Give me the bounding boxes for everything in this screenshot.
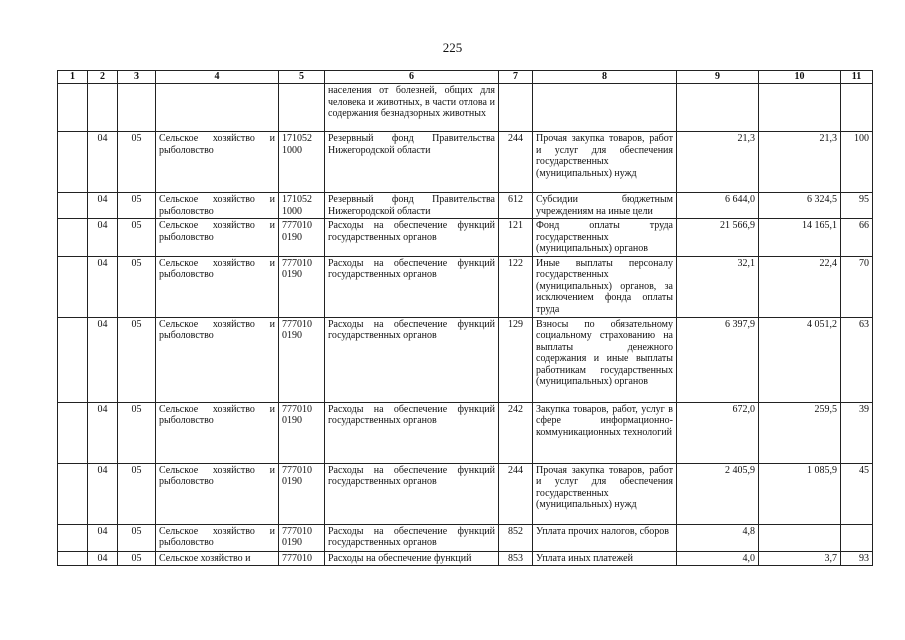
table-row xyxy=(58,317,873,402)
expense-type-code-cell: 242 xyxy=(499,402,533,463)
empty-cell xyxy=(156,84,279,132)
column-header: 10 xyxy=(759,71,841,84)
section-code-cell: 04 xyxy=(88,132,118,193)
expense-type-name-cell: Уплата прочих налогов, сборов xyxy=(533,524,677,551)
table-row xyxy=(58,219,873,257)
subsection-code-cell: 05 xyxy=(118,219,156,257)
expense-type-code-cell: 129 xyxy=(499,317,533,402)
row-number-cell xyxy=(58,524,88,551)
section-code-cell: 04 xyxy=(88,256,118,317)
section-code-cell: 04 xyxy=(88,317,118,402)
row-number-cell xyxy=(58,402,88,463)
subsection-code-cell: 05 xyxy=(118,132,156,193)
section-name-cell: Сельское хозяйство и рыболовство xyxy=(156,463,279,524)
section-code-cell: 04 xyxy=(88,193,118,219)
subsection-code-cell: 05 xyxy=(118,463,156,524)
planned-amount-cell: 32,1 xyxy=(677,256,759,317)
article-name-cell: Резервный фонд Правительства Нижегородской области xyxy=(325,193,499,219)
header-row xyxy=(58,71,873,84)
target-article-cell: 777010 0190 xyxy=(279,219,325,257)
expense-type-name-cell: Прочая закупка товаров, работ и услуг для обеспечения государственных (муниципальных) нужд xyxy=(533,132,677,193)
expense-type-name-cell: Закупка товаров, работ, услуг в сфере информационно-коммуникационных технологий xyxy=(533,402,677,463)
subsection-code-cell: 05 xyxy=(118,524,156,551)
table-row xyxy=(58,84,873,132)
empty-cell xyxy=(677,84,759,132)
section-name-cell: Сельское хозяйство и рыболовство xyxy=(156,132,279,193)
row-number-cell xyxy=(58,132,88,193)
percent-cell: 100 xyxy=(841,132,873,193)
planned-amount-cell: 6 644,0 xyxy=(677,193,759,219)
percent-cell: 63 xyxy=(841,317,873,402)
executed-amount-cell: 4 051,2 xyxy=(759,317,841,402)
expense-type-code-cell: 244 xyxy=(499,463,533,524)
table-row xyxy=(58,463,873,524)
subsection-code-cell: 05 xyxy=(118,551,156,566)
table-row xyxy=(58,256,873,317)
planned-amount-cell: 4,0 xyxy=(677,551,759,566)
expense-type-code-cell: 853 xyxy=(499,551,533,566)
budget-table xyxy=(57,70,873,566)
column-header: 1 xyxy=(58,71,88,84)
planned-amount-cell: 21 566,9 xyxy=(677,219,759,257)
article-name-cell: Расходы на обеспечение функций государственных органов xyxy=(325,317,499,402)
expense-type-code-cell: 612 xyxy=(499,193,533,219)
column-header: 4 xyxy=(156,71,279,84)
empty-cell xyxy=(499,84,533,132)
target-article-cell: 777010 xyxy=(279,551,325,566)
column-header: 2 xyxy=(88,71,118,84)
section-name-cell: Сельское хозяйство и рыболовство xyxy=(156,402,279,463)
planned-amount-cell: 672,0 xyxy=(677,402,759,463)
percent-cell: 95 xyxy=(841,193,873,219)
table-row xyxy=(58,402,873,463)
subsection-code-cell: 05 xyxy=(118,317,156,402)
target-article-cell: 777010 0190 xyxy=(279,402,325,463)
column-header: 5 xyxy=(279,71,325,84)
percent-cell xyxy=(841,524,873,551)
continuation-description: населения от болезней, общих для человека и животных, в части отлова и содержания безнадзорных животных xyxy=(325,84,499,132)
table-row xyxy=(58,524,873,551)
target-article-cell: 777010 0190 xyxy=(279,256,325,317)
row-number-cell xyxy=(58,256,88,317)
target-article-cell: 777010 0190 xyxy=(279,524,325,551)
subsection-code-cell: 05 xyxy=(118,402,156,463)
row-number-cell xyxy=(58,317,88,402)
percent-cell: 39 xyxy=(841,402,873,463)
column-header: 6 xyxy=(325,71,499,84)
empty-cell xyxy=(58,84,88,132)
target-article-cell: 171052 1000 xyxy=(279,132,325,193)
planned-amount-cell: 21,3 xyxy=(677,132,759,193)
row-number-cell xyxy=(58,219,88,257)
expense-type-code-cell: 244 xyxy=(499,132,533,193)
executed-amount-cell xyxy=(759,524,841,551)
empty-cell xyxy=(88,84,118,132)
expense-type-name-cell: Фонд оплаты труда государственных (муниципальных) органов xyxy=(533,219,677,257)
empty-cell xyxy=(533,84,677,132)
column-header: 3 xyxy=(118,71,156,84)
executed-amount-cell: 3,7 xyxy=(759,551,841,566)
subsection-code-cell: 05 xyxy=(118,193,156,219)
article-name-cell: Расходы на обеспечение функций xyxy=(325,551,499,566)
section-code-cell: 04 xyxy=(88,524,118,551)
planned-amount-cell: 6 397,9 xyxy=(677,317,759,402)
row-number-cell xyxy=(58,193,88,219)
target-article-cell: 171052 1000 xyxy=(279,193,325,219)
article-name-cell: Расходы на обеспечение функций государственных органов xyxy=(325,463,499,524)
section-name-cell: Сельское хозяйство и xyxy=(156,551,279,566)
table-row xyxy=(58,551,873,566)
article-name-cell: Расходы на обеспечение функций государственных органов xyxy=(325,402,499,463)
percent-cell: 45 xyxy=(841,463,873,524)
section-code-cell: 04 xyxy=(88,463,118,524)
article-name-cell: Расходы на обеспечение функций государственных органов xyxy=(325,256,499,317)
section-code-cell: 04 xyxy=(88,402,118,463)
empty-cell xyxy=(759,84,841,132)
section-name-cell: Сельское хозяйство и рыболовство xyxy=(156,219,279,257)
executed-amount-cell: 259,5 xyxy=(759,402,841,463)
article-name-cell: Резервный фонд Правительства Нижегородской области xyxy=(325,132,499,193)
expense-type-code-cell: 122 xyxy=(499,256,533,317)
column-header: 11 xyxy=(841,71,873,84)
executed-amount-cell: 21,3 xyxy=(759,132,841,193)
executed-amount-cell: 1 085,9 xyxy=(759,463,841,524)
column-header: 8 xyxy=(533,71,677,84)
empty-cell xyxy=(118,84,156,132)
expense-type-name-cell: Иные выплаты персоналу государственных (муниципальных) органов, за исключением фонда оплаты труда xyxy=(533,256,677,317)
empty-cell xyxy=(279,84,325,132)
section-code-cell: 04 xyxy=(88,551,118,566)
article-name-cell: Расходы на обеспечение функций государственных органов xyxy=(325,219,499,257)
row-number-cell xyxy=(58,551,88,566)
table-row xyxy=(58,193,873,219)
column-header: 9 xyxy=(677,71,759,84)
column-header: 7 xyxy=(499,71,533,84)
expense-type-code-cell: 121 xyxy=(499,219,533,257)
expense-type-name-cell: Субсидии бюджетным учреждениям на иные цели xyxy=(533,193,677,219)
subsection-code-cell: 05 xyxy=(118,256,156,317)
expense-type-name-cell: Прочая закупка товаров, работ и услуг для обеспечения государственных (муниципальных) нужд xyxy=(533,463,677,524)
expense-type-name-cell: Взносы по обязательному социальному страхованию на выплаты денежного содержания и иные выплаты работникам государственных (муниципальных) органов xyxy=(533,317,677,402)
percent-cell: 70 xyxy=(841,256,873,317)
article-name-cell: Расходы на обеспечение функций государственных органов xyxy=(325,524,499,551)
executed-amount-cell: 22,4 xyxy=(759,256,841,317)
page-number: 225 xyxy=(442,40,463,55)
section-name-cell: Сельское хозяйство и рыболовство xyxy=(156,193,279,219)
section-code-cell: 04 xyxy=(88,219,118,257)
expense-type-name-cell: Уплата иных платежей xyxy=(533,551,677,566)
expense-type-code-cell: 852 xyxy=(499,524,533,551)
section-name-cell: Сельское хозяйство и рыболовство xyxy=(156,317,279,402)
table-row xyxy=(58,132,873,193)
section-name-cell: Сельское хозяйство и рыболовство xyxy=(156,256,279,317)
section-name-cell: Сельское хозяйство и рыболовство xyxy=(156,524,279,551)
empty-cell xyxy=(841,84,873,132)
target-article-cell: 777010 0190 xyxy=(279,317,325,402)
planned-amount-cell: 2 405,9 xyxy=(677,463,759,524)
planned-amount-cell: 4,8 xyxy=(677,524,759,551)
row-number-cell xyxy=(58,463,88,524)
percent-cell: 66 xyxy=(841,219,873,257)
percent-cell: 93 xyxy=(841,551,873,566)
executed-amount-cell: 6 324,5 xyxy=(759,193,841,219)
target-article-cell: 777010 0190 xyxy=(279,463,325,524)
executed-amount-cell: 14 165,1 xyxy=(759,219,841,257)
